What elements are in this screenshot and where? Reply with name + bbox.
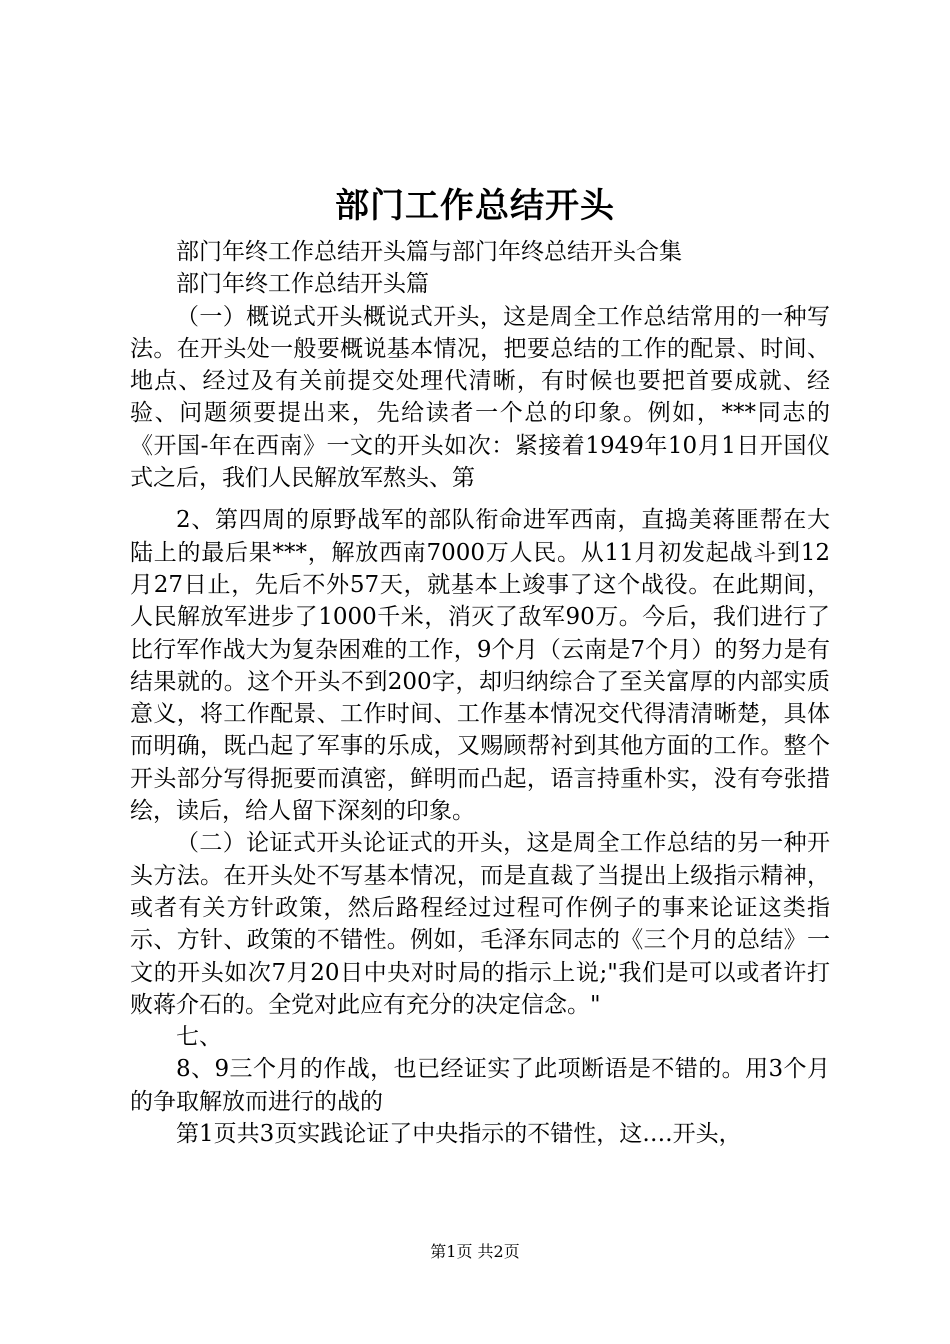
document-title: 部门工作总结开头 bbox=[335, 186, 615, 226]
paragraph-seven: 七、 bbox=[176, 1024, 222, 1051]
paragraph-argument-opening: （二）论证式开头论证式的开头，这是周全工作总结的另一种开头方法。在开头处不写基本情况，而是直裁了当提出上级指示精神，或者有关方针政策，然后路程经过过程可作例子的事来论证这类指示、方针、政策的不错性。例如，毛泽东同志的《三个月的总结》一文的开头如次7月20日中央对时局的指示上说;"我们是可以或者许打败蒋介石的。全党对此应有充分的决定信念。" bbox=[130, 830, 830, 1018]
page-footer: 第1页 共2页 bbox=[430, 1242, 520, 1261]
paragraph-summary-opening: （一）概说式开头概说式开头，这是周全工作总结常用的一种写法。在开头处一般要概说基本情况，把要总结的工作的配景、时间、地点、经过及有关前提交处理代清晰，有时候也要把首要成就、经验、问题须要提出来，先给读者一个总的印象。例如，***同志的《开国-年在西南》一文的开头如次：紧接着1949年10月1日开国仪式之后，我们人民解放军熬头、第 bbox=[130, 303, 830, 492]
paragraph-page-break-text: 第1页共3页实践论证了中央指示的不错性，这….开头， bbox=[176, 1121, 742, 1148]
paragraph-subtitle: 部门年终工作总结开头篇与部门年终总结开头合集 bbox=[176, 239, 682, 265]
paragraph-section-heading: 部门年终工作总结开头篇 bbox=[176, 271, 429, 298]
paragraph-example-continued: 2、第四周的原野战军的部队衔命进军西南，直捣美蒋匪帮在大陆上的最后果***，解放西南7000万人民。从11月初发起战斗到12月27日止，先后不外57天，就基本上竣事了这个战役。在此期间，人民解放军进步了1000千米，消灭了敌军90万。今后，我们进行了比行军作战大为复杂困难的工作，9个月（云南是7个月）的努力是有结果就的。这个开头不到200字，却归纳综合了至关富厚的内部实质意义，将工作配景、工作时间、工作基本情况交代得清清晰楚，具体而明确，既凸起了军事的乐成，又赐顾帮衬到其他方面的工作。整个开头部分写得扼要而滇密，鲜明而凸起，语言持重朴实，没有夸张措绘，读后，给人留下深刻的印象。 bbox=[130, 507, 830, 825]
paragraph-battle: 8、9三个月的作战，也已经证实了此项断语是不错的。用3个月的争取解放而进行的战的 bbox=[130, 1056, 830, 1115]
document-body bbox=[130, 236, 830, 1150]
